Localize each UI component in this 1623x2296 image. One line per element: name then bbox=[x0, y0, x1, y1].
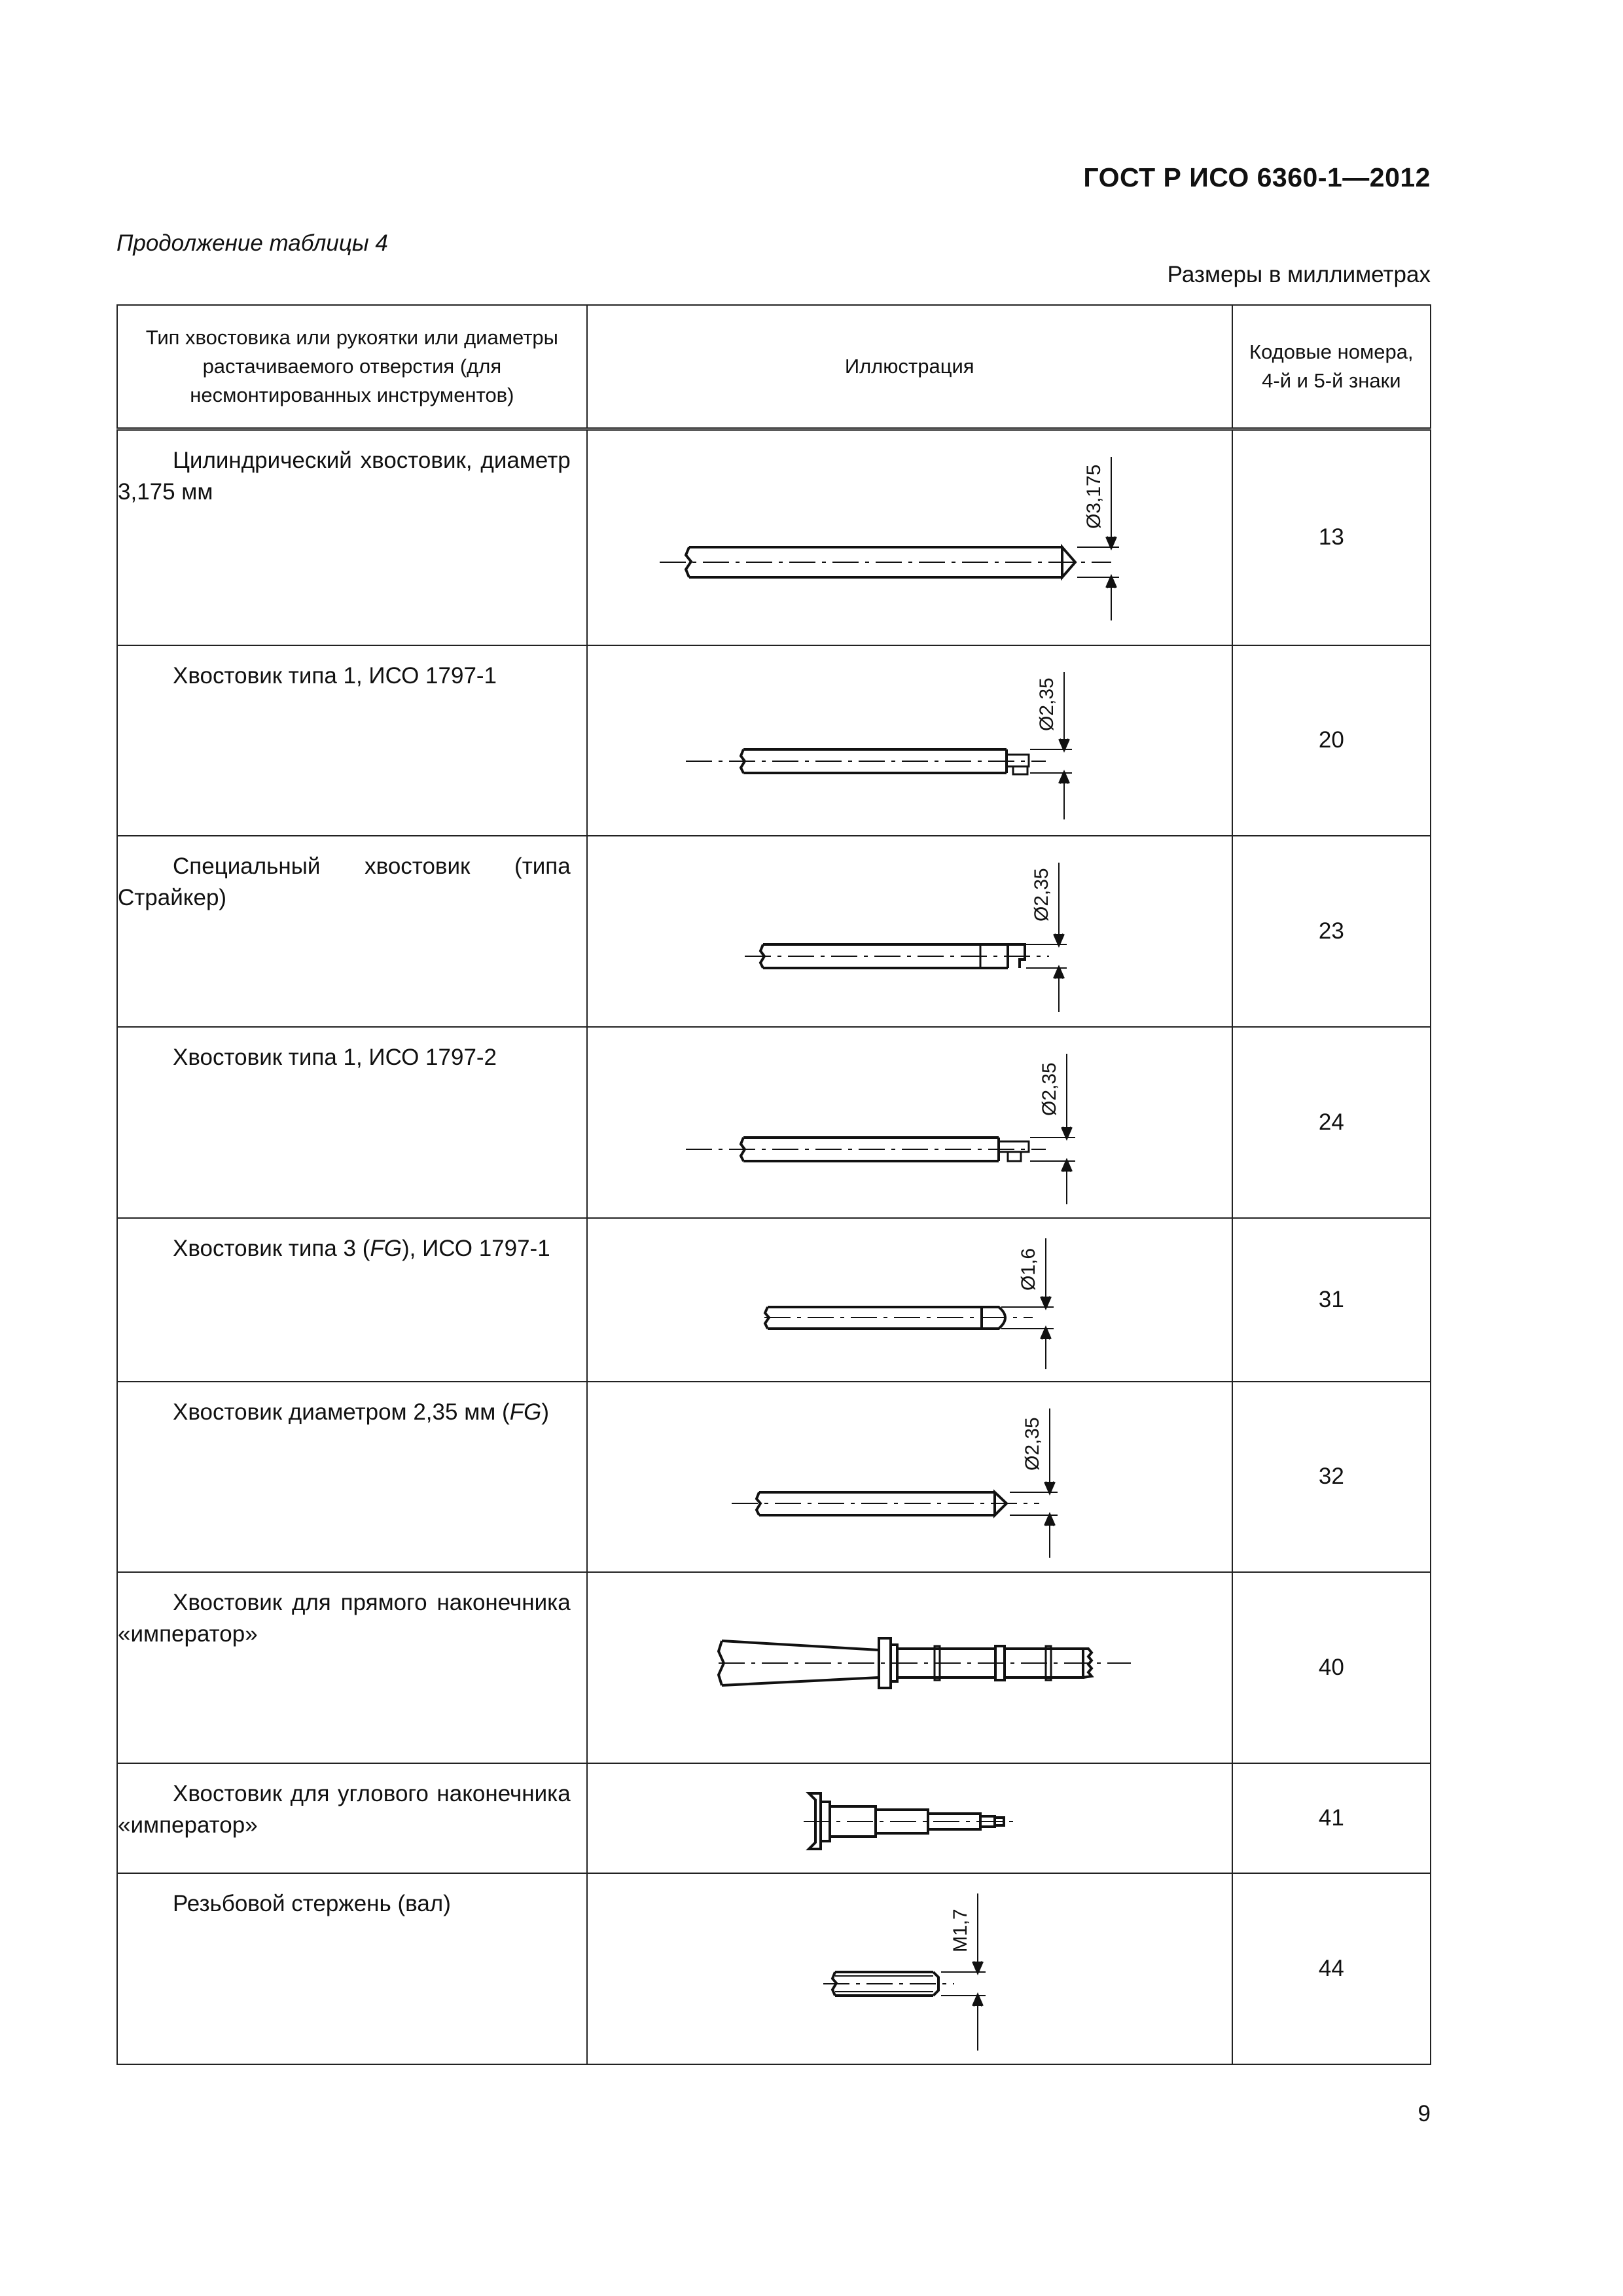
dimension-label: Ø3,175 bbox=[1082, 464, 1105, 529]
table-row bbox=[117, 1218, 1431, 1382]
row-code: 20 bbox=[1232, 645, 1431, 836]
dimension-label: Ø2,35 bbox=[1030, 867, 1052, 922]
shank-types-table bbox=[116, 304, 1431, 2065]
row-code: 44 bbox=[1232, 1873, 1431, 2064]
cylindrical-shank-drawing bbox=[588, 431, 1232, 647]
row-description: Цилиндрический хвостовик, диаметр 3,175 мм bbox=[117, 429, 587, 645]
standard-designation: ГОСТ Р ИСО 6360-1—2012 bbox=[1083, 162, 1431, 192]
row-code: 24 bbox=[1232, 1027, 1431, 1218]
shank-type3-fg-drawing bbox=[588, 1219, 1232, 1382]
shank-235-fg-drawing bbox=[588, 1382, 1232, 1573]
row-description: Хвостовик типа 3 (FG), ИСО 1797-1 bbox=[117, 1218, 587, 1382]
table-row bbox=[117, 1873, 1431, 2064]
row-code: 41 bbox=[1232, 1763, 1431, 1873]
shank-type1-iso1797-2-drawing bbox=[588, 1028, 1232, 1219]
row-description: Хвостовик типа 1, ИСО 1797-1 bbox=[117, 645, 587, 836]
row-code: 32 bbox=[1232, 1382, 1431, 1572]
row-code: 31 bbox=[1232, 1218, 1431, 1382]
row-illustration bbox=[587, 1873, 1232, 2064]
table-row bbox=[117, 1572, 1431, 1763]
table-header-row bbox=[117, 305, 1431, 429]
row-code: 40 bbox=[1232, 1572, 1431, 1763]
row-illustration bbox=[587, 429, 1232, 645]
table-row bbox=[117, 1382, 1431, 1572]
threaded-rod-drawing bbox=[588, 1874, 1232, 2065]
table-row bbox=[117, 1763, 1431, 1873]
row-code: 23 bbox=[1232, 836, 1431, 1027]
units-note: Размеры в миллиметрах bbox=[1167, 262, 1431, 287]
row-description: Хвостовик типа 1, ИСО 1797-2 bbox=[117, 1027, 587, 1218]
emperor-straight-shank-drawing bbox=[588, 1573, 1232, 1764]
row-illustration bbox=[587, 645, 1232, 836]
emperor-angle-shank-drawing bbox=[588, 1764, 1232, 1874]
row-illustration bbox=[587, 1218, 1232, 1382]
row-illustration bbox=[587, 1572, 1232, 1763]
table-continuation-caption: Продолжение таблицы 4 bbox=[116, 230, 388, 256]
row-illustration bbox=[587, 836, 1232, 1027]
row-illustration bbox=[587, 1027, 1232, 1218]
special-shank-stryker-drawing bbox=[588, 836, 1232, 1028]
row-code: 13 bbox=[1232, 429, 1431, 645]
dimension-label: Ø2,35 bbox=[1035, 677, 1058, 731]
page-number: 9 bbox=[1418, 2101, 1431, 2126]
row-description: Хвостовик для углового наконечника «император» bbox=[117, 1763, 587, 1873]
dimension-label: Ø2,35 bbox=[1021, 1416, 1043, 1471]
header-illustration: Иллюстрация bbox=[587, 305, 1232, 429]
table-row bbox=[117, 429, 1431, 645]
row-description: Резьбовой стержень (вал) bbox=[117, 1873, 587, 2064]
dimension-label: M1,7 bbox=[949, 1908, 971, 1952]
header-codes: Кодовые номера, 4-й и 5-й знаки bbox=[1232, 305, 1431, 429]
shank-type1-iso1797-1-drawing bbox=[588, 646, 1232, 836]
header-type: Тип хвостовика или рукоятки или диаметры растачиваемого отверстия (для несмонтированных инструментов) bbox=[117, 305, 587, 429]
table-row bbox=[117, 836, 1431, 1027]
row-description: Специальный хвостовик (типа Страйкер) bbox=[117, 836, 587, 1027]
dimension-label: Ø2,35 bbox=[1038, 1062, 1060, 1116]
row-description: Хвостовик диаметром 2,35 мм (FG) bbox=[117, 1382, 587, 1572]
row-illustration bbox=[587, 1382, 1232, 1572]
table-row bbox=[117, 645, 1431, 836]
dimension-label: Ø1,6 bbox=[1017, 1247, 1039, 1291]
row-description: Хвостовик для прямого наконечника «император» bbox=[117, 1572, 587, 1763]
table-row bbox=[117, 1027, 1431, 1218]
row-illustration bbox=[587, 1763, 1232, 1873]
